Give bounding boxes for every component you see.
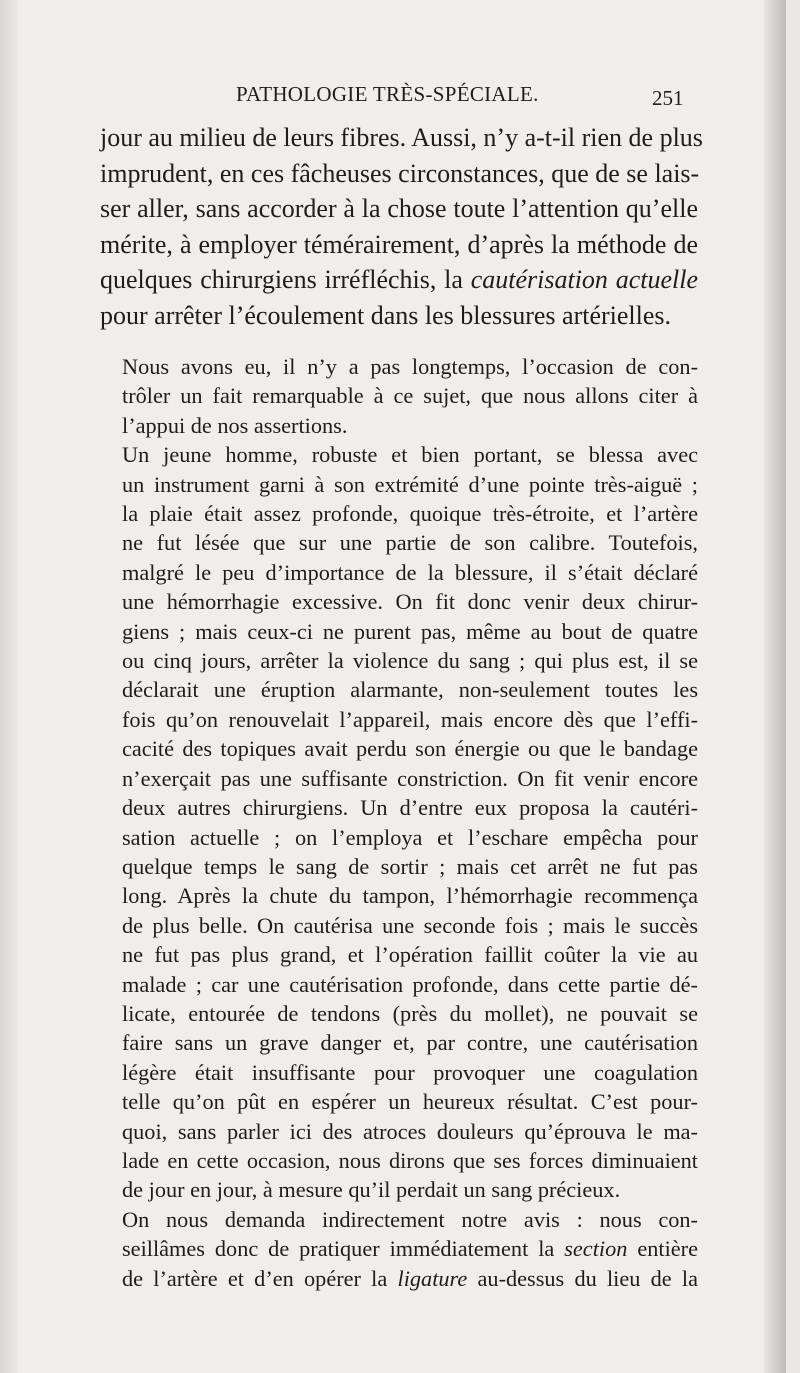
text-line: mérite, à employer témérairement, d’après la méthode de xyxy=(100,229,698,259)
text-line: licate, entourée de tendons (près du mollet), ne pouvait se xyxy=(122,1000,698,1026)
text-line: On nous demanda indirectement notre avis : nous con- xyxy=(122,1206,698,1232)
text-line: fois qu’on renouvelait l’appareil, mais encore dès que l’effi- xyxy=(122,706,698,732)
text-line: long. Après la chute du tampon, l’hémorrhagie recommença xyxy=(122,883,698,909)
text-run: entière xyxy=(627,1236,698,1262)
emphasis-text: ligature xyxy=(397,1265,468,1291)
text-line: trôler un fait remarquable à ce sujet, que nous allons citer à xyxy=(122,383,698,409)
text-line: n’exerçait pas une suffisante constriction. On fit venir encore xyxy=(122,765,698,791)
page-header xyxy=(0,82,800,116)
text-line: la plaie était assez profonde, quoique très-étroite, et l’artère xyxy=(122,501,698,527)
text-line: ou cinq jours, arrêter la violence du sang ; qui plus est, il se xyxy=(122,648,698,674)
text-line: faire sans un grave danger et, par contre, une cautérisation xyxy=(122,1030,698,1056)
text-line: giens ; mais ceux-ci ne purent pas, même au bout de quatre xyxy=(122,618,698,644)
page-left-shadow xyxy=(0,0,18,1373)
text-line: de plus belle. On cautérisa une seconde fois ; mais le succès xyxy=(122,912,698,938)
text-line xyxy=(100,1264,698,1293)
page-number: 251 xyxy=(652,86,684,110)
paragraph xyxy=(100,440,698,1205)
text-line: de jour en jour, à mesure qu’il perdait un sang précieux. xyxy=(122,1177,621,1203)
text-run: quelques chirurgiens irréfléchis, la xyxy=(100,265,471,294)
paragraph-continued xyxy=(100,120,703,333)
text-run: de l’artère et d’en opérer la xyxy=(122,1265,398,1291)
text-line: Un jeune homme, robuste et bien portant, se blessa avec xyxy=(122,442,698,468)
text-line xyxy=(100,262,698,298)
text-line: malgré le peu d’importance de la blessure, il s’était déclaré xyxy=(122,559,698,585)
running-title: PATHOLOGIE TRÈS-SPÉCIALE. xyxy=(236,82,539,106)
text-line: sation actuelle ; on l’employa et l’eschare empêcha pour xyxy=(122,824,698,850)
text-line: telle qu’on pût en espérer un heureux résultat. C’est pour- xyxy=(122,1089,698,1115)
text-line: quelque temps le sang de sortir ; mais cet arrêt ne fut pas xyxy=(122,853,698,879)
text-run: seillâmes donc de pratiquer immédiatement la xyxy=(122,1236,565,1262)
text-line: imprudent, en ces fâcheuses circonstances, que de se lais- xyxy=(100,158,700,188)
text-line: cacité des topiques avait perdu son énergie ou que le bandage xyxy=(122,736,698,762)
text-line: l’appui de nos assertions. xyxy=(122,412,348,438)
paragraph xyxy=(100,352,698,440)
text-line: jour au milieu de leurs fibres. Aussi, n’y a-t-il rien de plus xyxy=(100,123,703,152)
page-edge-shadow xyxy=(764,0,786,1373)
body-text xyxy=(100,352,698,1293)
text-line: lade en cette occasion, nous dirons que ses forces diminuaient xyxy=(122,1147,698,1173)
text-line xyxy=(100,1234,698,1263)
paragraph xyxy=(100,1205,698,1293)
emphasis-text: cautérisation actuelle xyxy=(470,265,698,294)
text-line: un instrument garni à son extrémité d’une pointe très-aiguë ; xyxy=(122,471,698,497)
text-line: ser aller, sans accorder à la chose toute l’attention qu’elle xyxy=(100,194,698,223)
text-line: malade ; car une cautérisation profonde, dans cette partie dé- xyxy=(122,971,698,997)
text-line: ne fut pas plus grand, et l’opération faillit coûter la vie au xyxy=(122,942,698,968)
emphasis-text: section xyxy=(564,1236,628,1262)
text-line: Nous avons eu, il n’y a pas longtemps, l’occasion de con- xyxy=(122,354,698,379)
text-line: pour arrêter l’écoulement dans les blessures artérielles. xyxy=(100,300,672,330)
text-run: au-dessus du lieu de la xyxy=(467,1265,698,1291)
text-line: déclarait une éruption alarmante, non-seulement toutes les xyxy=(122,677,698,703)
text-line: quoi, sans parler ici des atroces douleurs qu’éprouva le ma- xyxy=(122,1118,698,1144)
text-line: deux autres chirurgiens. Un d’entre eux proposa la cautéri- xyxy=(122,795,698,821)
text-line: ne fut lésée que sur une partie de son calibre. Toutefois, xyxy=(122,530,698,556)
text-line: une hémorrhagie excessive. On fit donc venir deux chirur- xyxy=(122,589,698,615)
text-line: légère était insuffisante pour provoquer une coagulation xyxy=(122,1059,698,1085)
